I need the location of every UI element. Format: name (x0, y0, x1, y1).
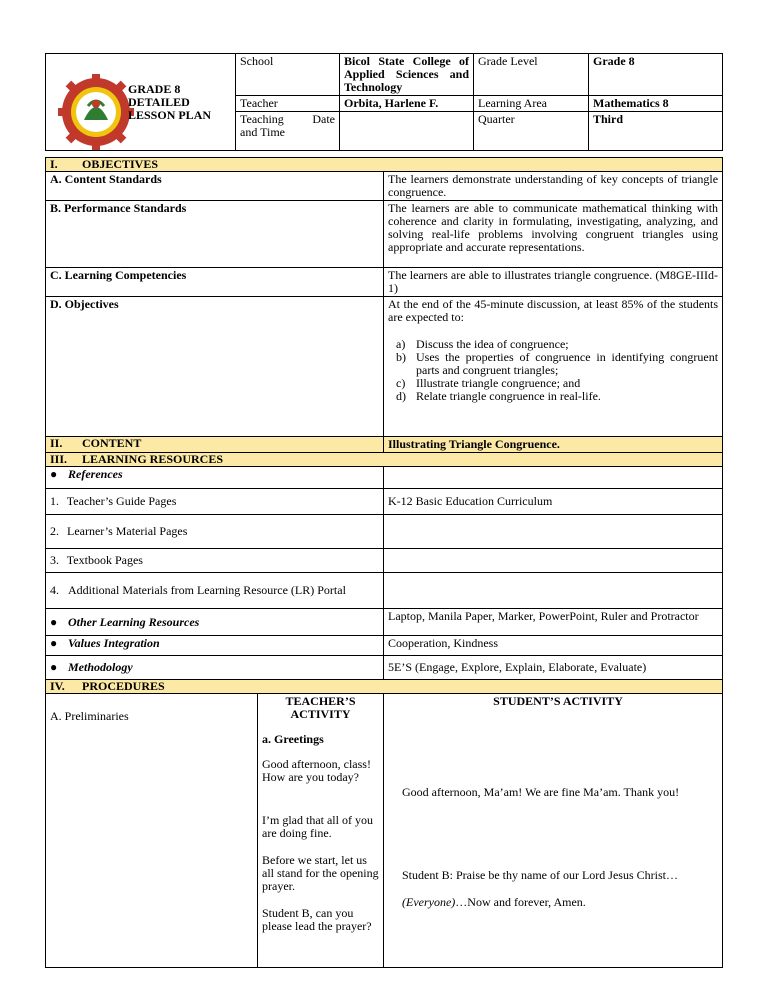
competencies-label: C. Learning Competencies (46, 268, 384, 297)
list-item: d) Relate triangle congruence in real-life. (396, 389, 601, 403)
teacher-line-2: I’m glad that all of you are doing fine. (262, 813, 373, 840)
lesson-table (45, 157, 723, 968)
list-item: c) Illustrate triangle congruence; and (396, 376, 581, 390)
teacher-line-4: Student B, can you please lead the prayer? (262, 906, 372, 933)
student-line-3: (Everyone)…Now and forever, Amen. (402, 895, 586, 909)
tg-label: 1. Teacher’s Guide Pages (46, 489, 384, 515)
am-label: 4. Additional Materials from Learning Resource (LR) Portal (46, 573, 384, 609)
tg-value: K-12 Basic Education Curriculum (384, 489, 723, 515)
content-heading: II. CONTENT (46, 437, 384, 453)
grade-level-label: Grade Level (474, 54, 589, 96)
content-standards-text: The learners demonstrate understanding of key concepts of triangle congruence. (384, 172, 723, 201)
teacher-value: Orbita, Harlene F. (340, 96, 474, 112)
lm-value (384, 515, 723, 549)
tb-value (384, 549, 723, 573)
date-word: Date (312, 112, 335, 126)
grade-level-value: Grade 8 (589, 54, 723, 96)
other-resources-label: ● Other Learning Resources (46, 609, 384, 636)
teacher-line-1: Good afternoon, class! How are you today? (262, 757, 371, 784)
teaching-word: Teaching (240, 112, 284, 126)
methodology-label: ● Methodology (46, 656, 384, 680)
performance-standards-text: The learners are able to communicate mathematical thinking with coherence and clarity in formulating, investigating, analyzing, and solving real-life problems involving congruent triangles using appropriate and accurate representations. (384, 201, 723, 268)
list-item: b) Uses the properties of congruence in identifying congruent parts and congruent triangles; (396, 350, 719, 377)
header-table (45, 53, 723, 151)
content-standards-label: A. Content Standards (46, 172, 384, 201)
teacher-label: Teacher (236, 96, 340, 112)
student-column-heading: STUDENT’S ACTIVITY (493, 694, 623, 708)
tb-label: 3. Textbook Pages (46, 549, 384, 573)
quarter-label: Quarter (474, 112, 589, 151)
greetings-label: a. Greetings (262, 732, 324, 746)
teacher-column-heading: TEACHER’S ACTIVITY (285, 694, 356, 721)
title-line-1: GRADE 8 (128, 81, 181, 96)
quarter-value: Third (589, 112, 723, 151)
lesson-plan-title (46, 54, 236, 151)
references-label: ● References (46, 467, 384, 489)
title-line-2: DETAILED (128, 94, 190, 109)
teacher-line-3: Before we start, let us all stand for the opening prayer. (262, 853, 379, 893)
content-value: Illustrating Triangle Congruence. (384, 437, 723, 453)
school-value: Bicol State College of Applied Sciences and Technology (340, 54, 474, 96)
and-time-word: and Time (240, 125, 286, 139)
other-resources-value: Laptop, Manila Paper, Marker, PowerPoint, Ruler and Protractor (384, 609, 723, 636)
competencies-text: The learners are able to illustrates triangle congruence. (M8GE-IIId-1) (384, 268, 723, 297)
student-line-1: Good afternoon, Ma’am! We are fine Ma’am. Thank you! (402, 785, 680, 799)
methodology-value: 5E’S (Engage, Explore, Explain, Elaborate, Evaluate) (384, 656, 723, 680)
objectives-list (388, 338, 718, 403)
teacher-activity-cell (258, 694, 384, 968)
preliminaries-label: A. Preliminaries (50, 709, 129, 723)
lm-label: 2. Learner’s Material Pages (46, 515, 384, 549)
objectives-label: D. Objectives (46, 297, 384, 437)
title-line-3: LESSON PLAN (128, 107, 212, 122)
student-line-2: Student B: Praise be thy name of our Lord Jesus Christ… (402, 868, 678, 882)
resources-heading: III. LEARNING RESOURCES (46, 453, 723, 467)
learning-area-value: Mathematics 8 (589, 96, 723, 112)
school-label: School (236, 54, 340, 96)
am-value (384, 573, 723, 609)
list-item: a) Discuss the idea of congruence; (396, 337, 569, 351)
objectives-heading: I. OBJECTIVES (46, 158, 723, 172)
objectives-cell (384, 297, 723, 437)
procedures-heading: IV. PROCEDURES (46, 680, 723, 694)
references-value (384, 467, 723, 489)
preliminaries-cell (46, 694, 258, 968)
student-activity-cell (384, 694, 723, 968)
teaching-date-label (236, 112, 340, 151)
teaching-date-value (340, 112, 474, 151)
objectives-intro: At the end of the 45-minute discussion, at least 85% of the students are expected to: (388, 297, 719, 324)
values-value: Cooperation, Kindness (384, 636, 723, 656)
values-label: ● Values Integration (46, 636, 384, 656)
performance-standards-label: B. Performance Standards (46, 201, 384, 268)
learning-area-label: Learning Area (474, 96, 589, 112)
